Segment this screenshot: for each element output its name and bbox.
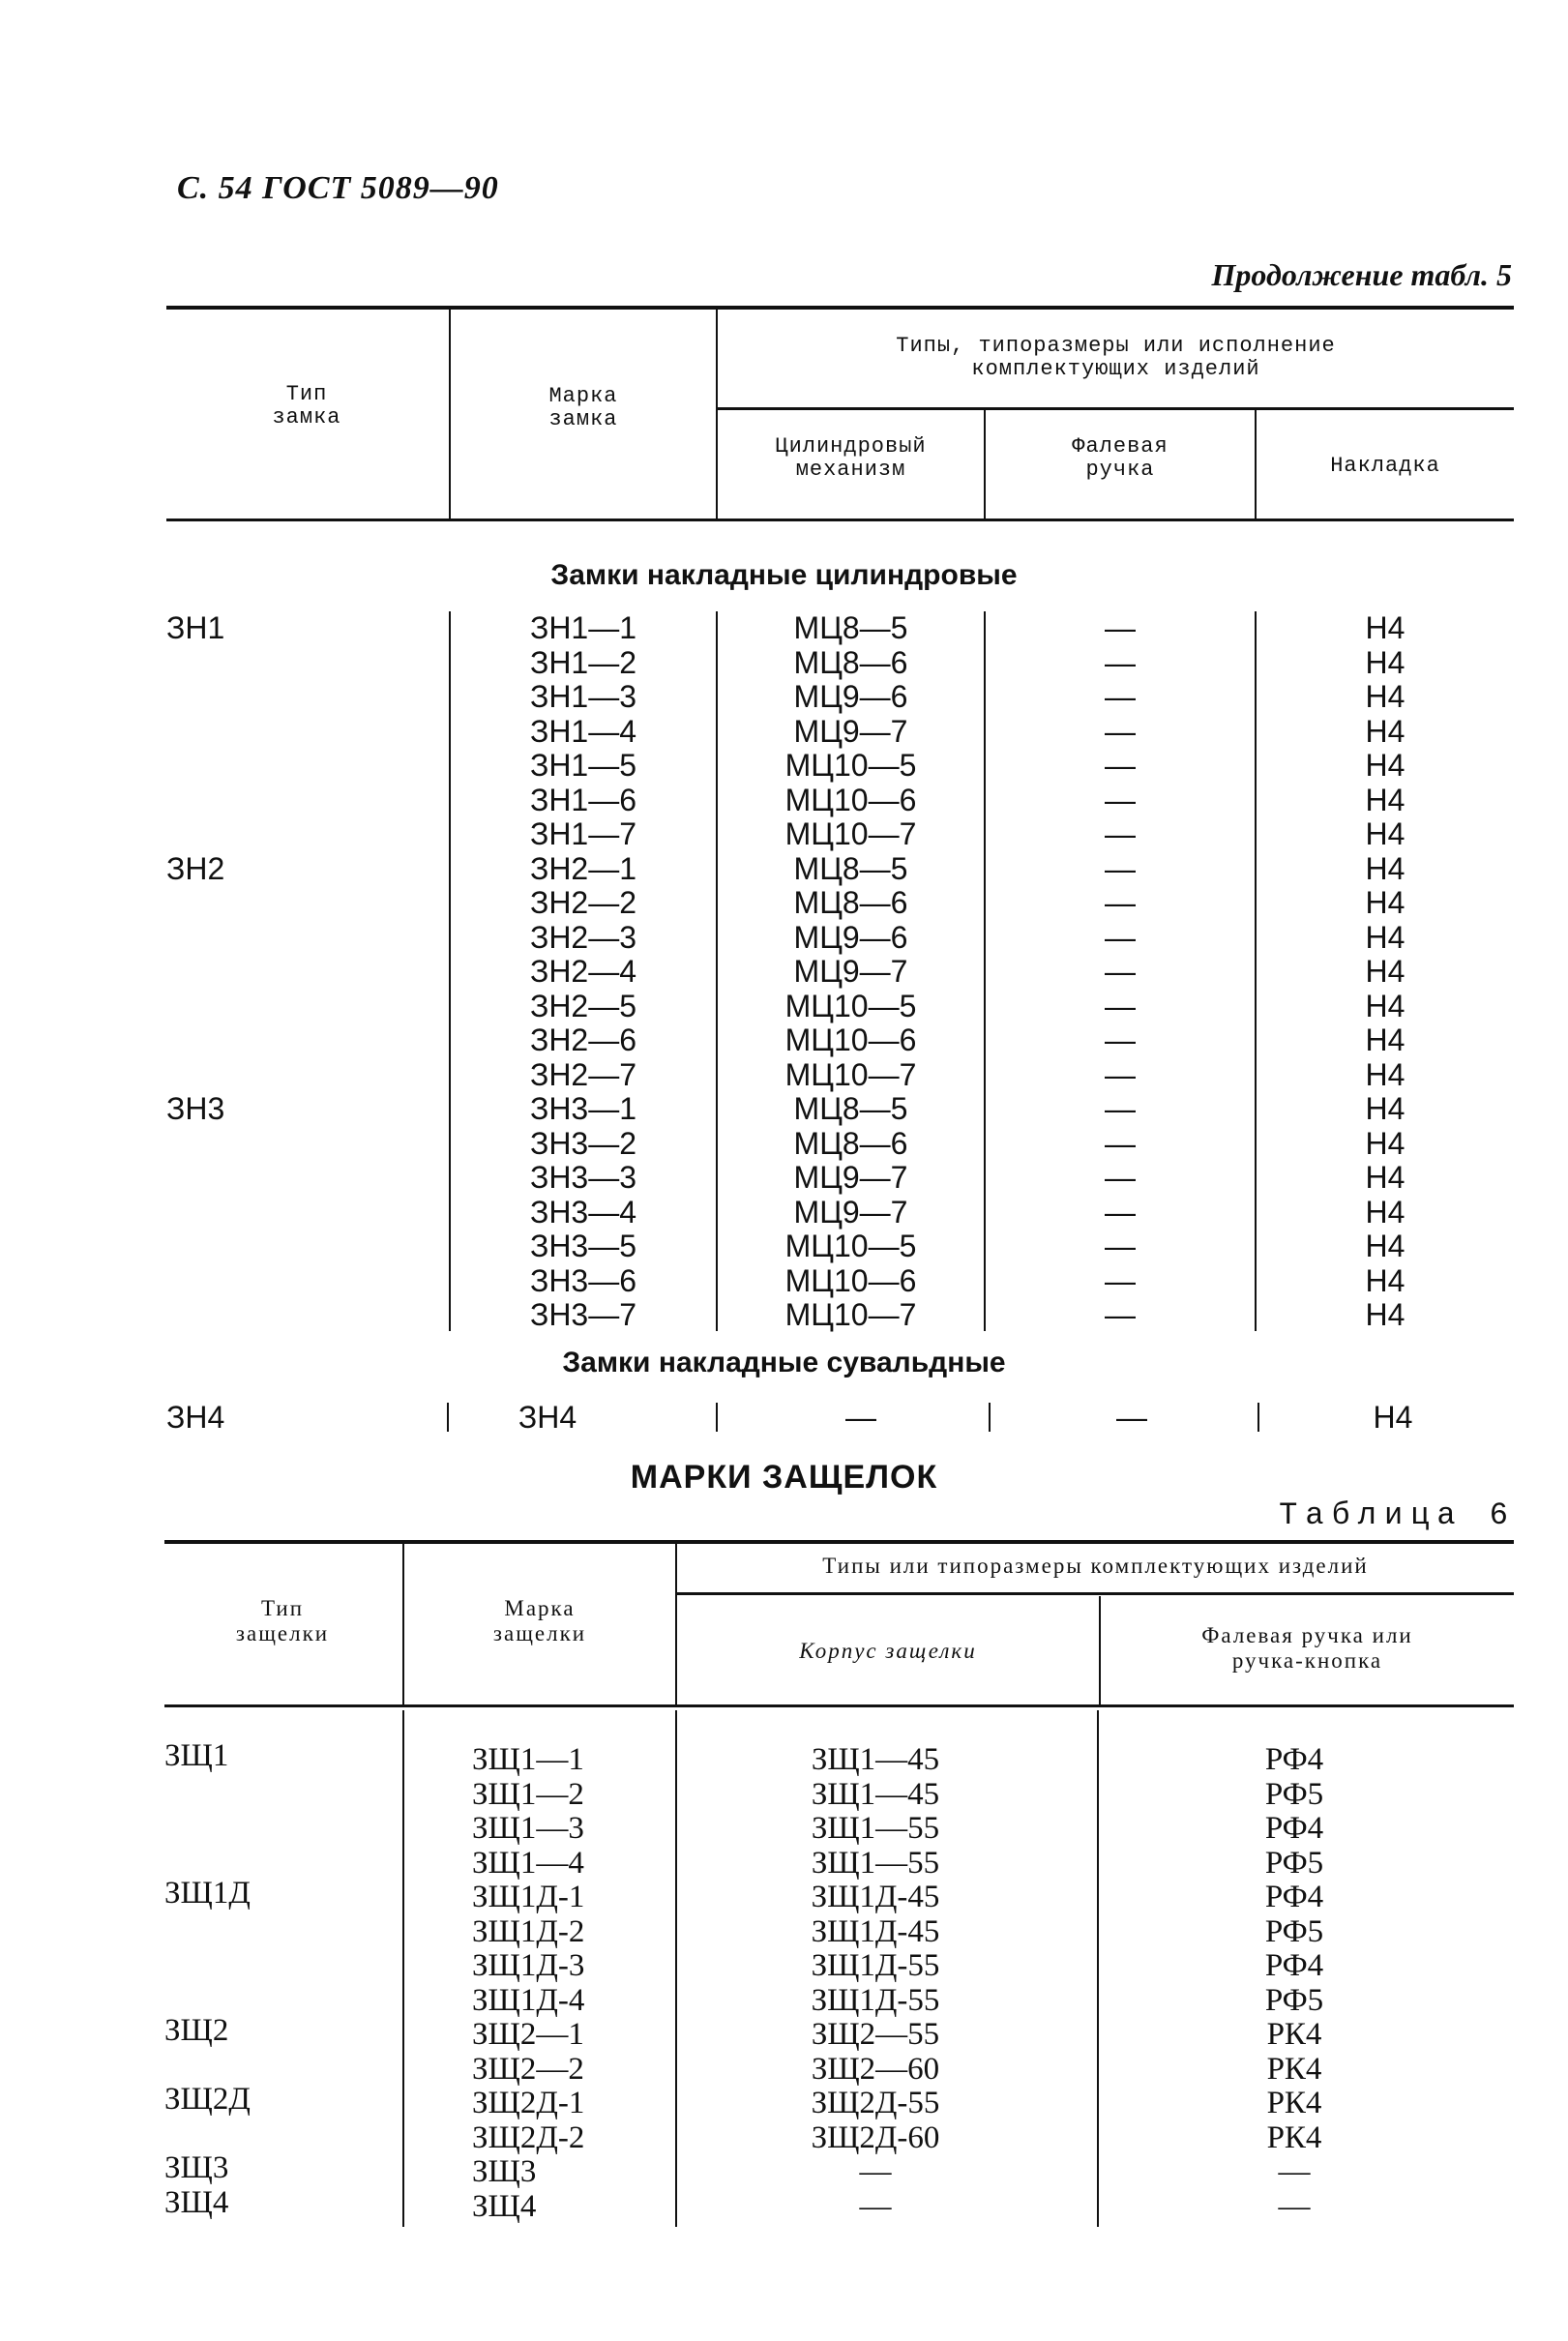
- latch-mark-cell: ЗЩ2—1: [472, 2017, 584, 2052]
- handle-cell: —: [1105, 1262, 1136, 1298]
- lock-type-cell: [166, 1264, 437, 1299]
- suvald-mark: ЗН4: [518, 1400, 577, 1435]
- latch-body-cell: ЗЩ2—60: [811, 2051, 940, 2087]
- overlay-cell: Н4: [1365, 1056, 1405, 1092]
- section-heading-suvald-locks: Замки накладные сувальдные: [562, 1347, 1006, 1378]
- latch-mark-cell: ЗЩ3: [472, 2154, 537, 2189]
- cylinder-cell: МЦ10—5: [784, 988, 917, 1023]
- latch-type-cell: [164, 1911, 397, 1946]
- handle-cell: —: [1105, 816, 1136, 851]
- table6-label: Таблица 6: [1279, 1497, 1516, 1533]
- lock-type-cell: [166, 1196, 437, 1230]
- overlay-cell: Н4: [1365, 748, 1405, 783]
- handle-cell: —: [1105, 988, 1136, 1023]
- latch-mark-cell: ЗЩ4: [472, 2188, 537, 2224]
- latch-type-cell: ЗЩ1Д: [164, 1876, 251, 1911]
- lock-mark-cell: ЗН3—1: [529, 1091, 637, 1126]
- suvald-type: ЗН4: [166, 1400, 225, 1435]
- handle-cell: —: [1105, 644, 1136, 680]
- latch-handle-cell: РФ5: [1264, 1982, 1324, 2018]
- overlay-cell: Н4: [1365, 610, 1405, 645]
- overlay-cell: Н4: [1365, 679, 1405, 714]
- handle-cell: —: [1105, 679, 1136, 714]
- column-header-lock-type: Тип замка: [272, 382, 341, 430]
- lock-type-cell: [166, 886, 437, 921]
- handle-cell: —: [1105, 1297, 1136, 1332]
- latch-body-cell: ЗЩ1Д-45: [811, 1913, 940, 1949]
- overlay-cell: Н4: [1365, 1297, 1405, 1332]
- lock-mark-cell: ЗН3—5: [529, 1229, 637, 1263]
- lock-type-cell: ЗН3: [166, 1091, 225, 1126]
- lock-mark-cell: ЗН2—1: [529, 850, 637, 886]
- latch-body-cell: ЗЩ1—45: [811, 1776, 940, 1812]
- cylinder-cell: МЦ10—7: [784, 1056, 917, 1092]
- handle-cell: —: [1105, 850, 1136, 886]
- column-header-latch-type: Тип защелки: [235, 1596, 330, 1645]
- cylinder-cell: МЦ10—6: [784, 1262, 917, 1298]
- lock-mark-cell: ЗН1—6: [529, 782, 637, 817]
- latch-body-cell: ЗЩ1Д-55: [811, 1948, 940, 1983]
- handle-cell: —: [1105, 1229, 1136, 1263]
- handle-cell: —: [1105, 748, 1136, 783]
- table5-top-rule: [166, 306, 1514, 310]
- handle-cell: —: [1105, 610, 1136, 645]
- latch-mark-cell: ЗЩ1Д-1: [472, 1880, 585, 1914]
- handle-cell: —: [1105, 919, 1136, 955]
- latch-handle-cell: РФ4: [1264, 1811, 1324, 1846]
- page-header: С. 54 ГОСТ 5089—90: [177, 170, 499, 206]
- lock-type-cell: [166, 921, 437, 956]
- lock-type-cell: [166, 1161, 437, 1196]
- cylinder-cell: МЦ8—6: [793, 1125, 908, 1161]
- latch-handle-cell: РК4: [1266, 2017, 1322, 2052]
- cylinder-cell: МЦ9—6: [793, 679, 908, 714]
- lock-mark-cell: ЗН1—2: [529, 644, 637, 680]
- overlay-cell: Н4: [1365, 1022, 1405, 1057]
- cylinder-column: [718, 611, 984, 1333]
- overlay-cell: Н4: [1365, 850, 1405, 886]
- latch-body-cell: ЗЩ1Д-55: [811, 1982, 940, 2018]
- latch-body-column: [677, 1743, 1074, 2224]
- handle-cell: —: [1105, 1056, 1136, 1092]
- lock-type-cell: [166, 817, 437, 852]
- latch-mark-cell: ЗЩ1—1: [472, 1742, 584, 1777]
- suvald-overlay: Н4: [1373, 1400, 1413, 1435]
- column-header-handle: Фалевая ручка: [1072, 434, 1169, 482]
- lock-type-cell: ЗН1: [166, 610, 225, 645]
- overlay-cell: Н4: [1365, 1194, 1405, 1230]
- lock-mark-column: [451, 611, 716, 1333]
- cylinder-cell: МЦ8—6: [793, 644, 908, 680]
- overlay-cell: Н4: [1365, 1262, 1405, 1298]
- column-header-components: Типы, типоразмеры или исполнение комплектующих изделий: [896, 334, 1336, 381]
- lock-mark-cell: ЗН1—4: [529, 713, 637, 749]
- latch-mark-cell: ЗЩ2—2: [472, 2051, 584, 2087]
- latch-mark-cell: ЗЩ1—2: [472, 1776, 584, 1812]
- overlay-cell: Н4: [1365, 713, 1405, 749]
- cylinder-cell: МЦ9—7: [793, 954, 908, 989]
- column-header-latch-handle: Фалевая ручка или ручка-кнопка: [1201, 1623, 1413, 1673]
- overlay-cell: Н4: [1365, 1229, 1405, 1263]
- suvald-cylinder: —: [845, 1400, 876, 1435]
- cylinder-cell: МЦ10—5: [784, 748, 917, 783]
- latch-mark-cell: ЗЩ2Д-2: [472, 2119, 585, 2155]
- lock-mark-cell: ЗН2—2: [529, 885, 637, 920]
- overlay-cell: Н4: [1365, 816, 1405, 851]
- cylinder-cell: МЦ8—5: [793, 850, 908, 886]
- lock-type-cell: [166, 1058, 437, 1093]
- row-divider: [447, 1403, 449, 1432]
- latch-type-cell: [164, 1808, 397, 1843]
- handle-cell: —: [1105, 1194, 1136, 1230]
- table-continuation-label: Продолжение табл. 5: [1211, 257, 1512, 292]
- lock-mark-cell: ЗН2—7: [529, 1056, 637, 1092]
- lock-type-cell: ЗН2: [166, 850, 225, 886]
- handle-column: [986, 611, 1255, 1333]
- latch-handle-column: [1101, 1743, 1488, 2224]
- handle-cell: —: [1105, 1160, 1136, 1195]
- latch-body-cell: —: [859, 2154, 892, 2189]
- latch-body-cell: —: [859, 2188, 892, 2224]
- lock-mark-cell: ЗН3—2: [529, 1125, 637, 1161]
- latch-type-cell: [164, 1945, 397, 1980]
- overlay-cell: Н4: [1365, 919, 1405, 955]
- lock-type-cell: [166, 749, 437, 784]
- latch-body-cell: ЗЩ1—55: [811, 1811, 940, 1846]
- latch-body-cell: ЗЩ2Д-55: [811, 2086, 940, 2120]
- table6-header-bottom-rule: [164, 1704, 1514, 1707]
- row-divider: [716, 1403, 718, 1432]
- latch-type-cell: [164, 2118, 397, 2152]
- cylinder-cell: МЦ8—5: [793, 610, 908, 645]
- lock-type-cell: [166, 1230, 437, 1264]
- latch-type-cell: ЗЩ2Д: [164, 2082, 251, 2117]
- lock-mark-cell: ЗН3—3: [529, 1160, 637, 1195]
- row-divider: [1257, 1403, 1259, 1432]
- latch-mark-cell: ЗЩ1—3: [472, 1811, 584, 1846]
- latch-mark-cell: ЗЩ2Д-1: [472, 2086, 585, 2120]
- latch-handle-cell: —: [1278, 2188, 1311, 2224]
- lock-type-cell: [166, 715, 437, 750]
- lock-mark-cell: ЗН2—6: [529, 1022, 637, 1057]
- latch-mark-cell: ЗЩ1Д-4: [472, 1982, 585, 2018]
- cylinder-cell: МЦ9—7: [793, 1194, 908, 1230]
- handle-cell: —: [1105, 782, 1136, 817]
- latch-type-cell: ЗЩ1: [164, 1738, 229, 1773]
- lock-mark-cell: ЗН1—1: [529, 610, 637, 645]
- lock-type-cell: [166, 1298, 437, 1333]
- latch-handle-cell: РФ5: [1264, 1845, 1324, 1881]
- latch-mark-cell: ЗЩ1Д-3: [472, 1948, 585, 1983]
- lock-mark-cell: ЗН1—5: [529, 748, 637, 783]
- latch-handle-cell: РК4: [1266, 2119, 1322, 2155]
- lock-type-cell: [166, 646, 437, 681]
- lock-mark-cell: ЗН2—3: [529, 919, 637, 955]
- latch-mark-cell: ЗЩ1—4: [472, 1845, 584, 1881]
- handle-cell: —: [1105, 1125, 1136, 1161]
- table6-title: МАРКИ ЗАЩЕЛОК: [630, 1459, 938, 1496]
- table6-top-rule: [164, 1540, 1514, 1544]
- overlay-column: [1257, 611, 1514, 1333]
- lock-type-cell: [166, 990, 437, 1024]
- latch-body-cell: ЗЩ2—55: [811, 2017, 940, 2052]
- handle-cell: —: [1105, 1022, 1136, 1057]
- latch-handle-cell: РФ4: [1264, 1742, 1324, 1777]
- overlay-cell: Н4: [1365, 782, 1405, 817]
- latch-type-column: [164, 1739, 397, 2220]
- latch-handle-cell: РФ5: [1264, 1913, 1324, 1949]
- lock-mark-cell: ЗН2—4: [529, 954, 637, 989]
- cylinder-cell: МЦ10—6: [784, 782, 917, 817]
- latch-type-cell: [164, 1774, 397, 1809]
- lock-mark-cell: ЗН3—7: [529, 1297, 637, 1332]
- lock-mark-cell: ЗН1—7: [529, 816, 637, 851]
- column-header-latch-mark: Марка защелки: [492, 1596, 587, 1645]
- overlay-cell: Н4: [1365, 644, 1405, 680]
- latch-type-cell: [164, 1843, 397, 1878]
- handle-cell: —: [1105, 713, 1136, 749]
- latch-handle-cell: —: [1278, 2154, 1311, 2189]
- lock-type-cell: [166, 680, 437, 715]
- latch-handle-cell: РК4: [1266, 2051, 1322, 2087]
- latch-type-cell: ЗЩ3: [164, 2150, 229, 2185]
- latch-type-cell: [164, 1980, 397, 2015]
- latch-body-cell: ЗЩ2Д-60: [811, 2119, 940, 2155]
- latch-mark-column: [472, 1743, 675, 2224]
- cylinder-cell: МЦ8—5: [793, 1091, 908, 1126]
- latch-handle-cell: РФ5: [1264, 1776, 1324, 1812]
- column-header-overlay: Накладка: [1330, 454, 1440, 478]
- latch-body-cell: ЗЩ1—55: [811, 1845, 940, 1881]
- handle-cell: —: [1105, 885, 1136, 920]
- latch-mark-cell: ЗЩ1Д-2: [472, 1913, 585, 1949]
- column-header-latch-body: Корпус защелки: [799, 1639, 977, 1663]
- lock-type-cell: [166, 1023, 437, 1058]
- cylinder-cell: МЦ8—6: [793, 885, 908, 920]
- cylinder-cell: МЦ9—6: [793, 919, 908, 955]
- overlay-cell: Н4: [1365, 1125, 1405, 1161]
- lock-mark-cell: ЗН1—3: [529, 679, 637, 714]
- lock-mark-cell: ЗН2—5: [529, 988, 637, 1023]
- table6-body-divider: [1097, 1710, 1099, 2227]
- lock-type-cell: [166, 1127, 437, 1162]
- latch-body-cell: ЗЩ1Д-45: [811, 1880, 940, 1914]
- cylinder-cell: МЦ10—6: [784, 1022, 917, 1057]
- column-header-latch-components: Типы или типоразмеры комплектующих изделий: [822, 1554, 1369, 1578]
- latch-handle-cell: РФ4: [1264, 1880, 1324, 1914]
- lock-mark-cell: ЗН3—4: [529, 1194, 637, 1230]
- lock-type-cell: [166, 955, 437, 990]
- latch-type-cell: ЗЩ2: [164, 2013, 229, 2048]
- lock-type-cell: [166, 784, 437, 818]
- section-heading-cylinder-locks: Замки накладные цилиндровые: [550, 559, 1018, 591]
- cylinder-cell: МЦ10—7: [784, 1297, 917, 1332]
- row-divider: [989, 1403, 991, 1432]
- latch-type-cell: ЗЩ4: [164, 2184, 229, 2220]
- lock-type-column: [166, 611, 437, 1333]
- suvald-handle: —: [1116, 1400, 1147, 1435]
- latch-body-cell: ЗЩ1—45: [811, 1742, 940, 1777]
- handle-cell: —: [1105, 1091, 1136, 1126]
- overlay-cell: Н4: [1365, 1091, 1405, 1126]
- handle-cell: —: [1105, 954, 1136, 989]
- table6-body-divider: [402, 1710, 404, 2227]
- latch-handle-cell: РФ4: [1264, 1948, 1324, 1983]
- cylinder-cell: МЦ9—7: [793, 1160, 908, 1195]
- cylinder-cell: МЦ10—7: [784, 816, 917, 851]
- cylinder-cell: МЦ9—7: [793, 713, 908, 749]
- latch-handle-cell: РК4: [1266, 2086, 1322, 2120]
- table6-subheader-rule: [677, 1592, 1514, 1595]
- table5-header-bottom-rule: [166, 519, 1514, 521]
- lock-mark-cell: ЗН3—6: [529, 1262, 637, 1298]
- overlay-cell: Н4: [1365, 954, 1405, 989]
- overlay-cell: Н4: [1365, 988, 1405, 1023]
- cylinder-cell: МЦ10—5: [784, 1229, 917, 1263]
- column-header-cylinder: Цилиндровый механизм: [775, 434, 927, 482]
- overlay-cell: Н4: [1365, 1160, 1405, 1195]
- column-header-lock-mark: Марка замка: [548, 384, 618, 431]
- overlay-cell: Н4: [1365, 885, 1405, 920]
- latch-type-cell: [164, 2049, 397, 2084]
- table5-subheader-rule: [718, 407, 1514, 410]
